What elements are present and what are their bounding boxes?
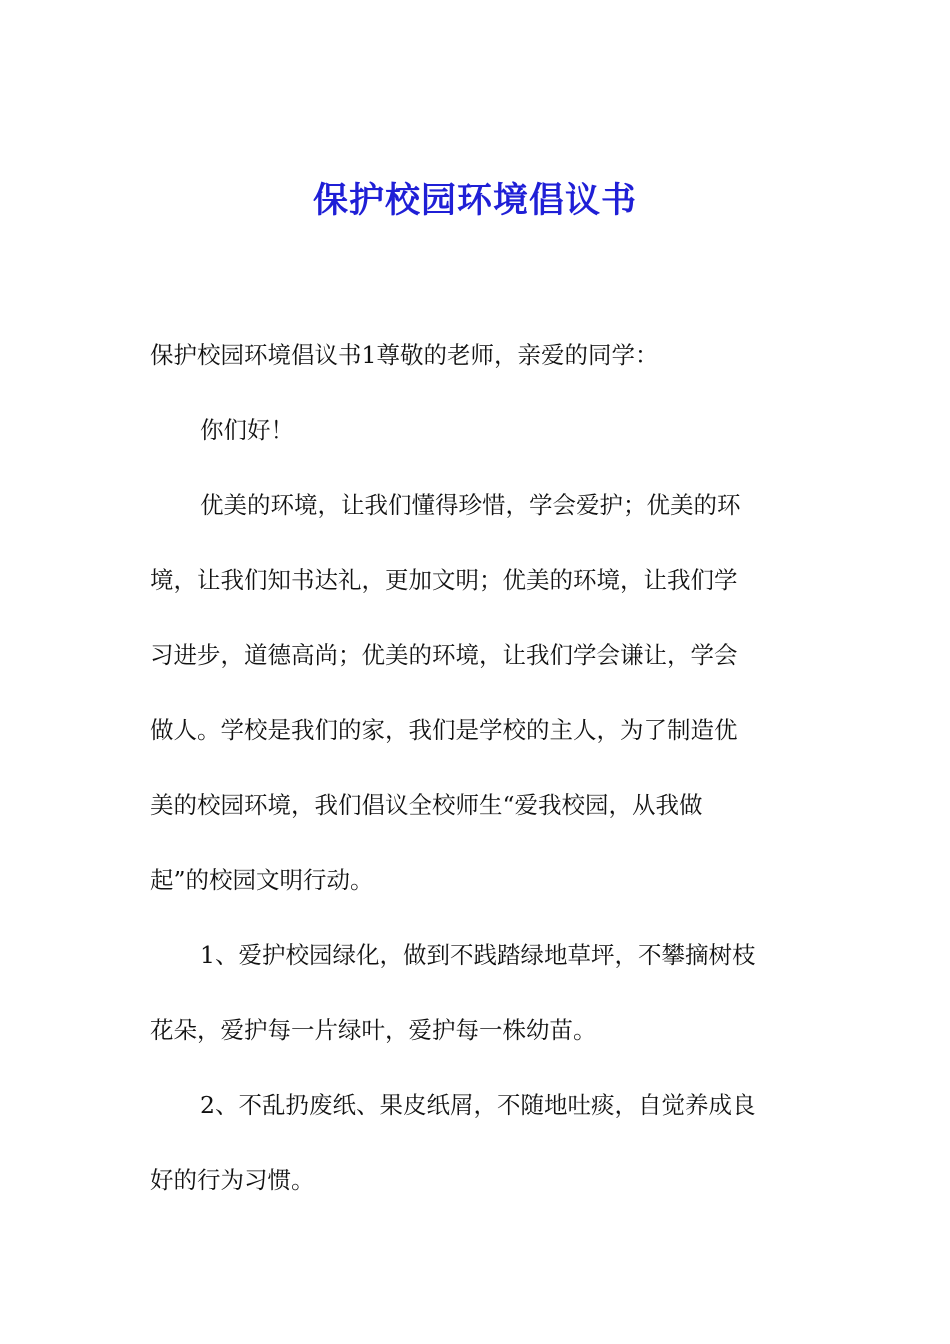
document-body: [150, 331, 810, 1231]
paragraph-line: 美的校园环境，我们倡议全校师生“爱我校园，从我做: [150, 791, 703, 819]
paragraph-line: 做人。学校是我们的家，我们是学校的主人，为了制造优: [150, 716, 738, 744]
document-title: 保护校园环境倡议书: [312, 181, 637, 221]
paragraph-line: 优美的环境，让我们懂得珍惜，学会爱护；优美的环: [200, 491, 741, 519]
paragraph-line: 起”的校园文明行动。: [150, 866, 374, 894]
list-item-line: 1、爱护校园绿化，做到不践踏绿地草坪，不攀摘树枝: [200, 941, 756, 969]
list-item-line: 花朵，爱护每一片绿叶，爱护每一株幼苗。: [150, 1016, 597, 1044]
paragraph-line: 境，让我们知书达礼，更加文明；优美的环境，让我们学: [150, 566, 738, 594]
list-item-line: 好的行为习惯。: [150, 1166, 315, 1194]
list-item-line: 2、不乱扔废纸、果皮纸屑，不随地吐痰，自觉养成良: [200, 1091, 756, 1119]
greeting-line: 你们好！: [200, 416, 294, 444]
paragraph-line: 习进步，道德高尚；优美的环境，让我们学会谦让，学会: [150, 641, 738, 669]
salutation-line: 保护校园环境倡议书1尊敬的老师，亲爱的同学：: [150, 341, 659, 369]
